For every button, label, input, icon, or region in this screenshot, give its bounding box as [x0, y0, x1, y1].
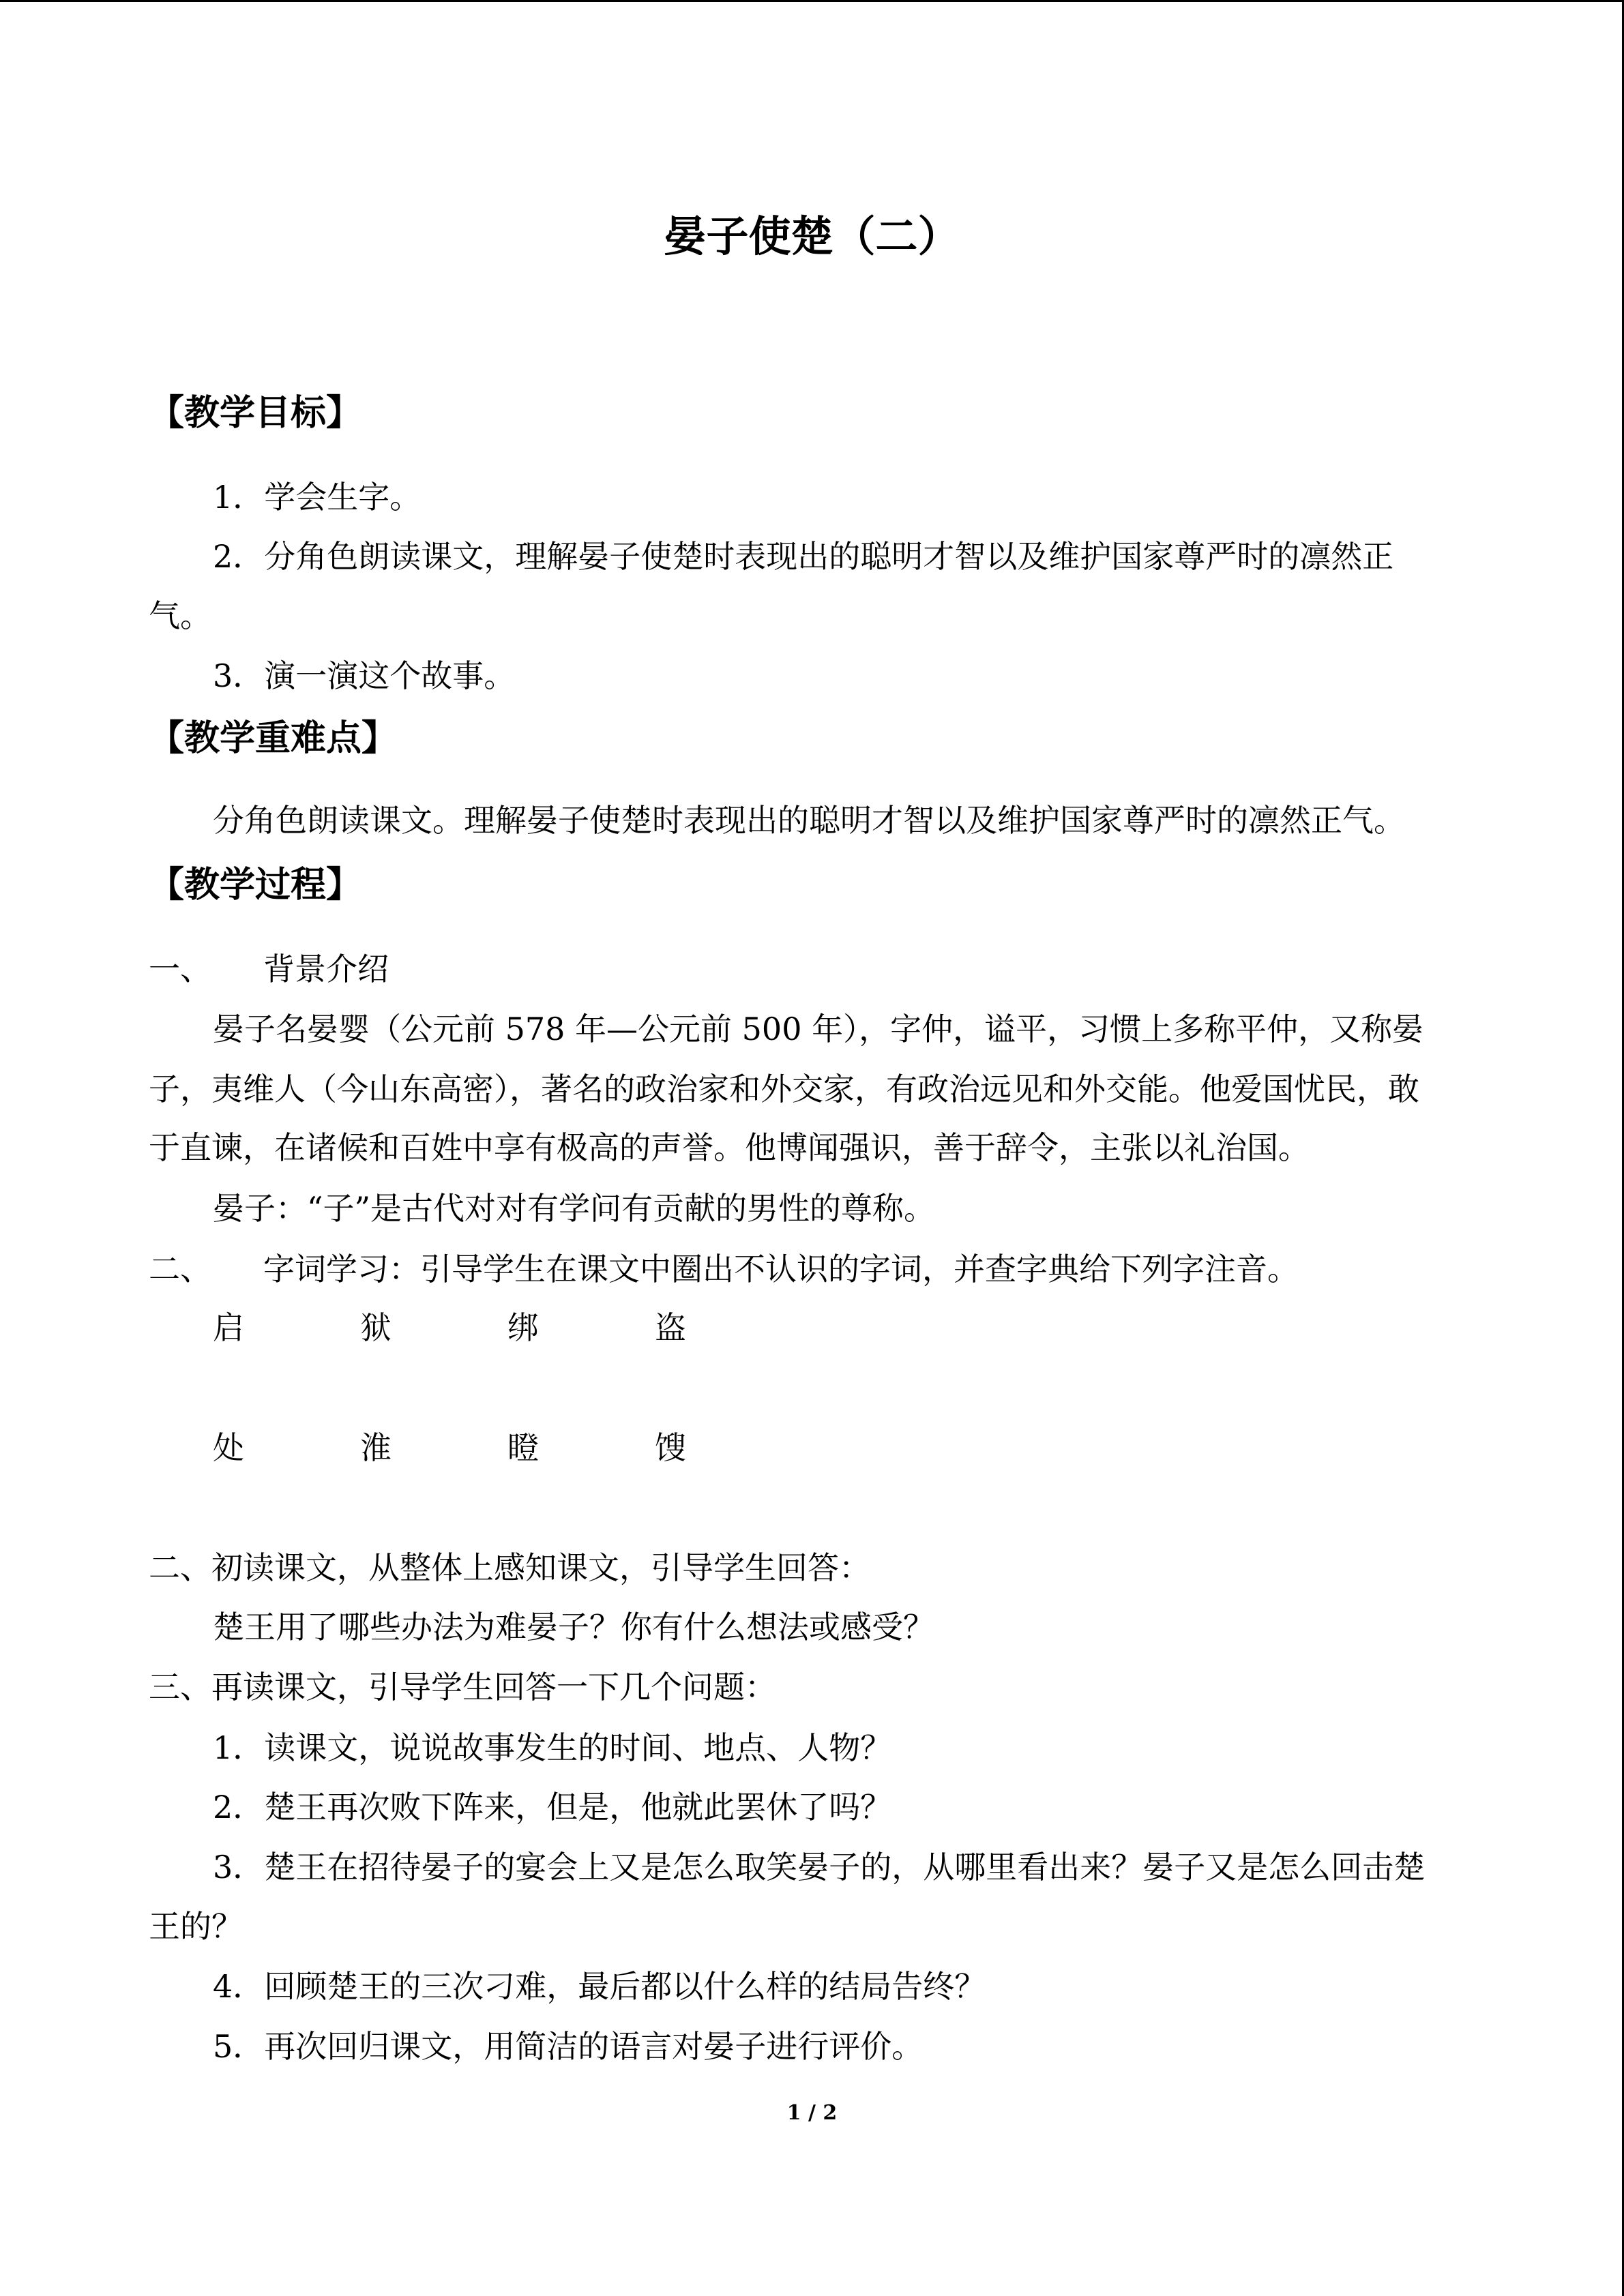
- part4-question-2: 2．楚王再次败下阵来，但是，他就此罢休了吗？: [213, 1789, 892, 1825]
- part1-para1-line1: 晏子名晏婴（公元前 578 年—公元前 500 年），字仲，谥平，习惯上多称平仲，又称晏: [213, 1011, 1424, 1047]
- part4-question-1: 1．读课文，说说故事发生的时间、地点、人物？: [213, 1729, 892, 1766]
- part3-line2: 楚王用了哪些办法为难晏子？你有什么想法或感受？: [213, 1609, 934, 1645]
- part1-para2: 晏子：“子”是古代对对有学问有贡献的男性的尊称。: [213, 1190, 936, 1227]
- part1-para1-line2: 子，夷维人（今山东高密），著名的政治家和外交家，有政治远见和外交能。他爱国忧民，敢: [149, 1071, 1419, 1107]
- char-deng: 瞪: [507, 1429, 539, 1466]
- char-dao: 盗: [655, 1309, 686, 1346]
- part3-line1: 二、初读课文，从整体上感知课文，引导学生回答：: [149, 1549, 870, 1586]
- char-bang: 绑: [507, 1309, 539, 1346]
- char-yu: 狱: [360, 1309, 392, 1346]
- part4-line1: 三、再读课文，引导学生回答一下几个问题：: [149, 1669, 776, 1705]
- document-title: 晏子使楚（二）: [664, 211, 960, 261]
- part1-para1-line3: 于直谏，在诸候和百姓中享有极高的声誉。他博闻强识，善于辞令，主张以礼治国。: [149, 1129, 1310, 1166]
- key-points-heading: 【教学重难点】: [149, 718, 398, 759]
- goal-item-2-continued: 气。: [149, 597, 211, 634]
- goal-item-2: 2．分角色朗读课文，理解晏子使楚时表现出的聪明才智以及维护国家尊严时的凛然正: [213, 538, 1394, 575]
- char-qi: 启: [213, 1309, 244, 1346]
- char-sou: 馊: [655, 1429, 686, 1466]
- goal-item-3: 3．演一演这个故事。: [213, 657, 516, 694]
- part1-number: 一、: [149, 951, 211, 987]
- goals-heading: 【教学目标】: [149, 393, 362, 434]
- part2-title: 字词学习：引导学生在课文中圈出不认识的字词，并查字典给下列字注音。: [263, 1251, 1299, 1287]
- part4-question-3-continued: 王的？: [149, 1908, 243, 1945]
- part4-question-3: 3．楚王在招待晏子的宴会上又是怎么取笑晏子的，从哪里看出来？晏子又是怎么回击楚: [213, 1849, 1426, 1885]
- part4-question-5: 5．再次回归课文，用简洁的语言对晏子进行评价。: [213, 2028, 924, 2065]
- goal-item-1: 1．学会生字。: [213, 479, 422, 516]
- char-chu: 处: [213, 1429, 244, 1466]
- process-heading: 【教学过程】: [149, 865, 362, 906]
- key-points-text: 分角色朗读课文。理解晏子使楚时表现出的聪明才智以及维护国家尊严时的凛然正气。: [213, 802, 1405, 839]
- page-number: 1 / 2: [786, 2101, 838, 2125]
- part4-question-4: 4．回顾楚王的三次刁难，最后都以什么样的结局告终？: [213, 1968, 986, 2005]
- part2-number: 二、: [149, 1251, 211, 1287]
- part1-title: 背景介绍: [263, 951, 389, 987]
- char-huai: 淮: [360, 1429, 392, 1466]
